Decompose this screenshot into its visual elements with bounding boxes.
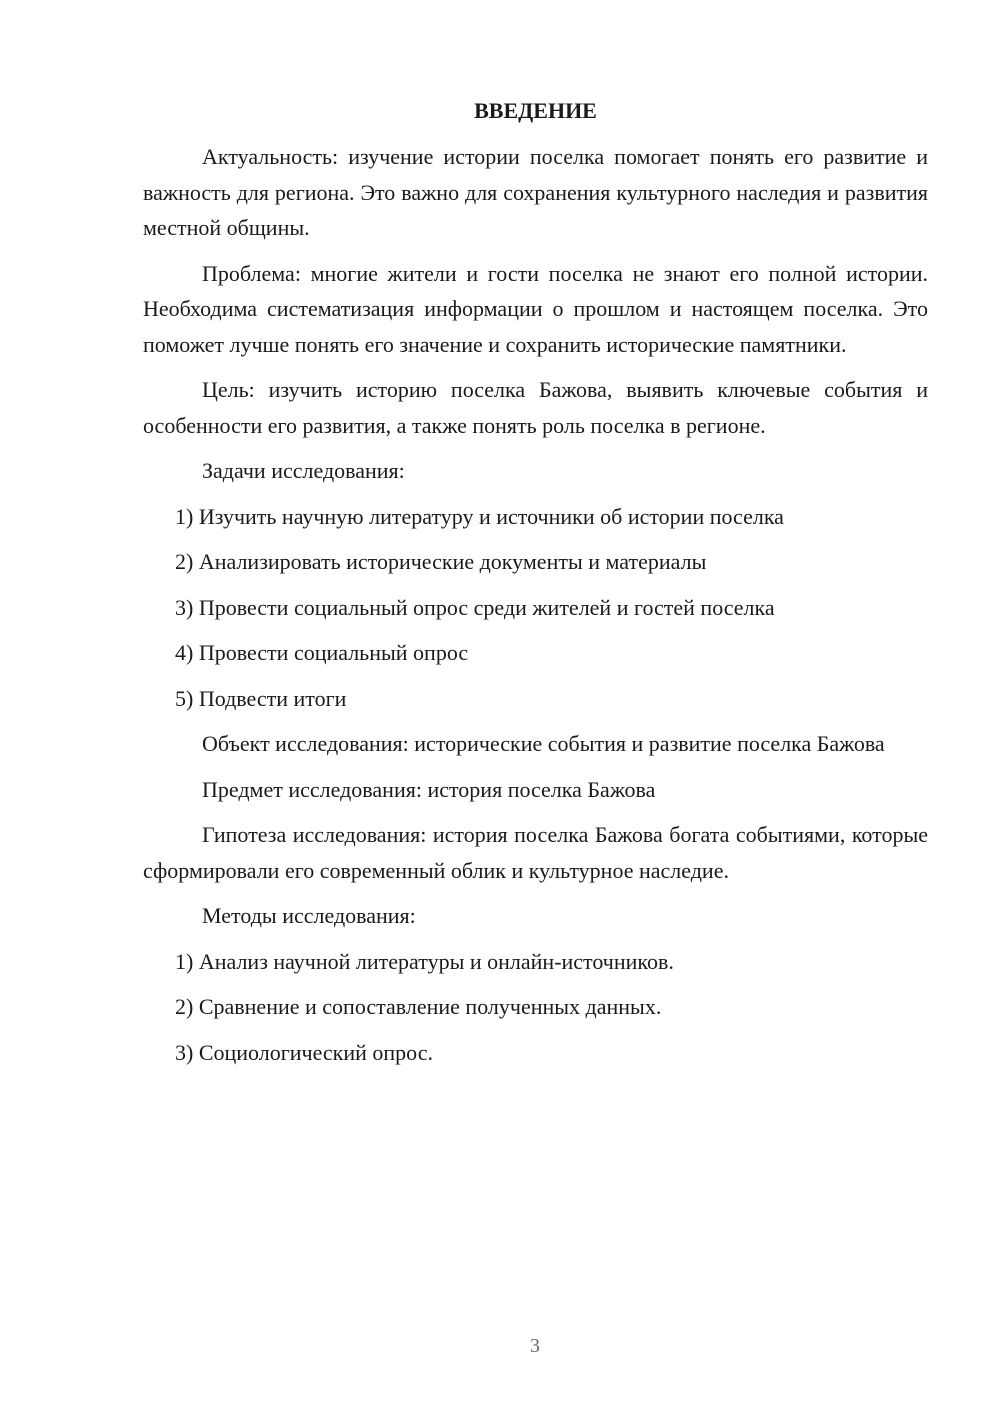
- page-content: [143, 93, 928, 1080]
- list-item: 5) Подвести итоги: [175, 685, 347, 711]
- hypothesis-paragraph: Гипотеза исследования: история поселка Бажова богата событиями, которые сформировали его современный облик и культурное наследие.: [143, 822, 928, 883]
- problem-paragraph: Проблема: многие жители и гости поселка не знают его полной истории. Необходима систематизация информации о прошлом и настоящем поселка. Это поможет лучше понять его значение и сохранить исторические памятники.: [143, 260, 928, 357]
- section-title: ВВЕДЕНИЕ: [474, 98, 597, 123]
- goal-paragraph: Цель: изучить историю поселка Бажова, выявить ключевые события и особенности его развития, а также понять роль поселка в регионе.: [143, 377, 928, 438]
- methods-heading: Методы исследования:: [202, 903, 416, 928]
- list-item: 1) Изучить научную литературу и источники об истории поселка: [175, 503, 784, 529]
- object-paragraph: Объект исследования: исторические события и развитие поселка Бажова: [202, 731, 885, 756]
- methods-list: [143, 944, 928, 1071]
- subject-paragraph: Предмет исследования: история поселка Бажова: [202, 776, 656, 802]
- list-item: 2) Сравнение и сопоставление полученных данных.: [175, 994, 662, 1019]
- relevance-paragraph: Актуальность: изучение истории поселка помогает понять его развитие и важность для региона. Это важно для сохранения культурного наследия и развития местной общины.: [143, 144, 928, 240]
- list-item: 3) Социологический опрос.: [175, 1039, 433, 1065]
- list-item: 4) Провести социальный опрос: [175, 640, 469, 665]
- page-number: 3: [530, 1335, 540, 1357]
- tasks-heading: Задачи исследования:: [202, 458, 405, 483]
- list-item: 3) Провести социальный опрос среди жителей и гостей поселка: [175, 594, 775, 620]
- tasks-list: [143, 499, 928, 717]
- list-item: 2) Анализировать исторические документы и материалы: [175, 549, 707, 574]
- list-item: 1) Анализ научной литературы и онлайн-источников.: [175, 948, 674, 974]
